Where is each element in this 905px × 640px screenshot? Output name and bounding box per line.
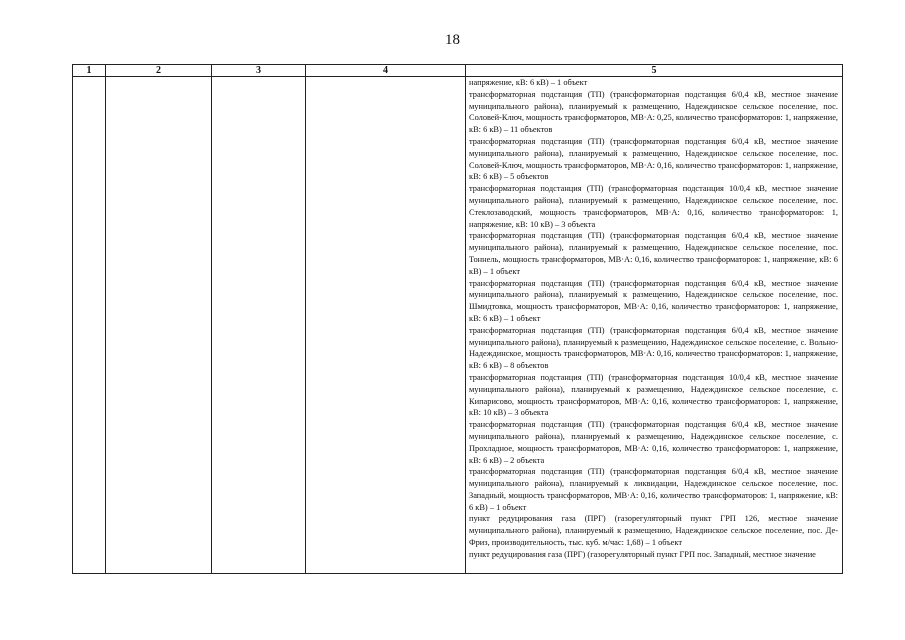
list-item: трансформаторная подстанция (ТП) (трансформаторная подстанция 6/0,4 кВ, местное значение муниципального района), планируемый к размещению, Надеждинское сельское поселение, пос. Шмидтовка, мощность трансформаторов, МВ·А: 0,16, количество трансформаторов: 1, напряжение, кВ: 6 кВ) – 1 объект xyxy=(469,278,838,323)
list-item: напряжение, кВ: 6 кВ) – 1 объект xyxy=(469,78,588,87)
page-number: 18 xyxy=(445,32,460,48)
table-row xyxy=(73,77,843,574)
list-item: трансформаторная подстанция (ТП) (трансформаторная подстанция 6/0,4 кВ, местное значение муниципального района), планируемый к размещению, Надеждинское сельское поселение, с. Вольно-Надеждинское, мощность трансформаторов, МВ·А: 0,16, количество трансформаторов: 1, напряжение, кВ: 6 кВ) – 8 объектов xyxy=(469,325,838,371)
cell-col-4 xyxy=(306,77,466,574)
list-item: трансформаторная подстанция (ТП) (трансформаторная подстанция 10/0,4 кВ, местное значение муниципального района), планируемый к размещению, Надеждинское сельское поселение, с. Кипарисово, мощность трансформаторов, МВ·А: 0,16, количество трансформаторов: 1, напряжение, кВ: 10 кВ) – 3 объекта xyxy=(469,372,838,418)
entries-list xyxy=(466,77,842,573)
list-item: пункт редуцирования газа (ПРГ) (газорегуляторный пункт ГРП пос. Западный, местное значение xyxy=(469,549,816,559)
cell-col-5 xyxy=(466,77,843,574)
list-item: трансформаторная подстанция (ТП) (трансформаторная подстанция 6/0,4 кВ, местное значение муниципального района), планируемый к размещению, Надеждинское сельское поселение, с. Прохладное, мощность трансформаторов, МВ·А: 0,16, количество трансформаторов: 1, напряжение, кВ: 6 кВ) – 2 объекта xyxy=(469,420,838,465)
cell-col-2 xyxy=(106,77,212,574)
list-item: трансформаторная подстанция (ТП) (трансформаторная подстанция 6/0,4 кВ, местное значение муниципального района), планируемый к размещению, Надеждинское сельское поселение, пос. Тоннель, мощность трансформаторов, МВ·А: 0,16, количество трансформаторов: 1, напряжение, кВ: 6 кВ) – 1 объект xyxy=(469,231,838,276)
list-item: трансформаторная подстанция (ТП) (трансформаторная подстанция 6/0,4 кВ, местное значение муниципального района), планируемый к ликвидации, Надеждинское сельское поселение, пос. Западный, мощность трансформаторов, МВ·А: 0,16, количество трансформаторов: 1, напряжение, кВ: 6 кВ) – 1 объект xyxy=(469,467,838,512)
table-header-row xyxy=(73,65,843,77)
column-header-4: 4 xyxy=(306,65,466,77)
column-header-1: 1 xyxy=(73,65,106,77)
list-item: пункт редуцирования газа (ПРГ) (газорегуляторный пункт ГРП 126, местное значение муниципального района), планируемый к размещению, Надеждинское сельское поселение, пос. Де-Фриз, производительность, тыс. куб. м/час: 1,68) – 1 объект xyxy=(469,514,838,548)
column-header-5: 5 xyxy=(466,65,843,77)
list-item: трансформаторная подстанция (ТП) (трансформаторная подстанция 6/0,4 кВ, местное значение муниципального района), планируемый к размещению, Надеждинское сельское поселение, пос. Соловей-Ключ, мощность трансформаторов, МВ·А: 0,25, количество трансформаторов: 1, напряжение, кВ: 6 кВ) – 11 объектов xyxy=(469,89,839,135)
list-item: трансформаторная подстанция (ТП) (трансформаторная подстанция 10/0,4 кВ, местное значение муниципального района), планируемый к размещению, Надеждинское сельское поселение, пос. Стеклозаводский, мощность трансформаторов, МВ·А: 0,16, количество трансформаторов: 1, напряжение, кВ: 10 кВ) – 3 объекта xyxy=(469,184,838,229)
cell-col-3 xyxy=(212,77,306,574)
list-item: трансформаторная подстанция (ТП) (трансформаторная подстанция 6/0,4 кВ, местное значение муниципального района), планируемый к размещению, Надеждинское сельское поселение, пос. Соловей-Ключ, мощность трансформаторов, МВ·А: 0,16, количество трансформаторов: 1, напряжение, кВ: 6 кВ) – 5 объектов xyxy=(469,136,839,182)
column-header-2: 2 xyxy=(106,65,212,77)
document-table xyxy=(72,64,843,574)
cell-col-1 xyxy=(73,77,106,574)
column-header-3: 3 xyxy=(212,65,306,77)
